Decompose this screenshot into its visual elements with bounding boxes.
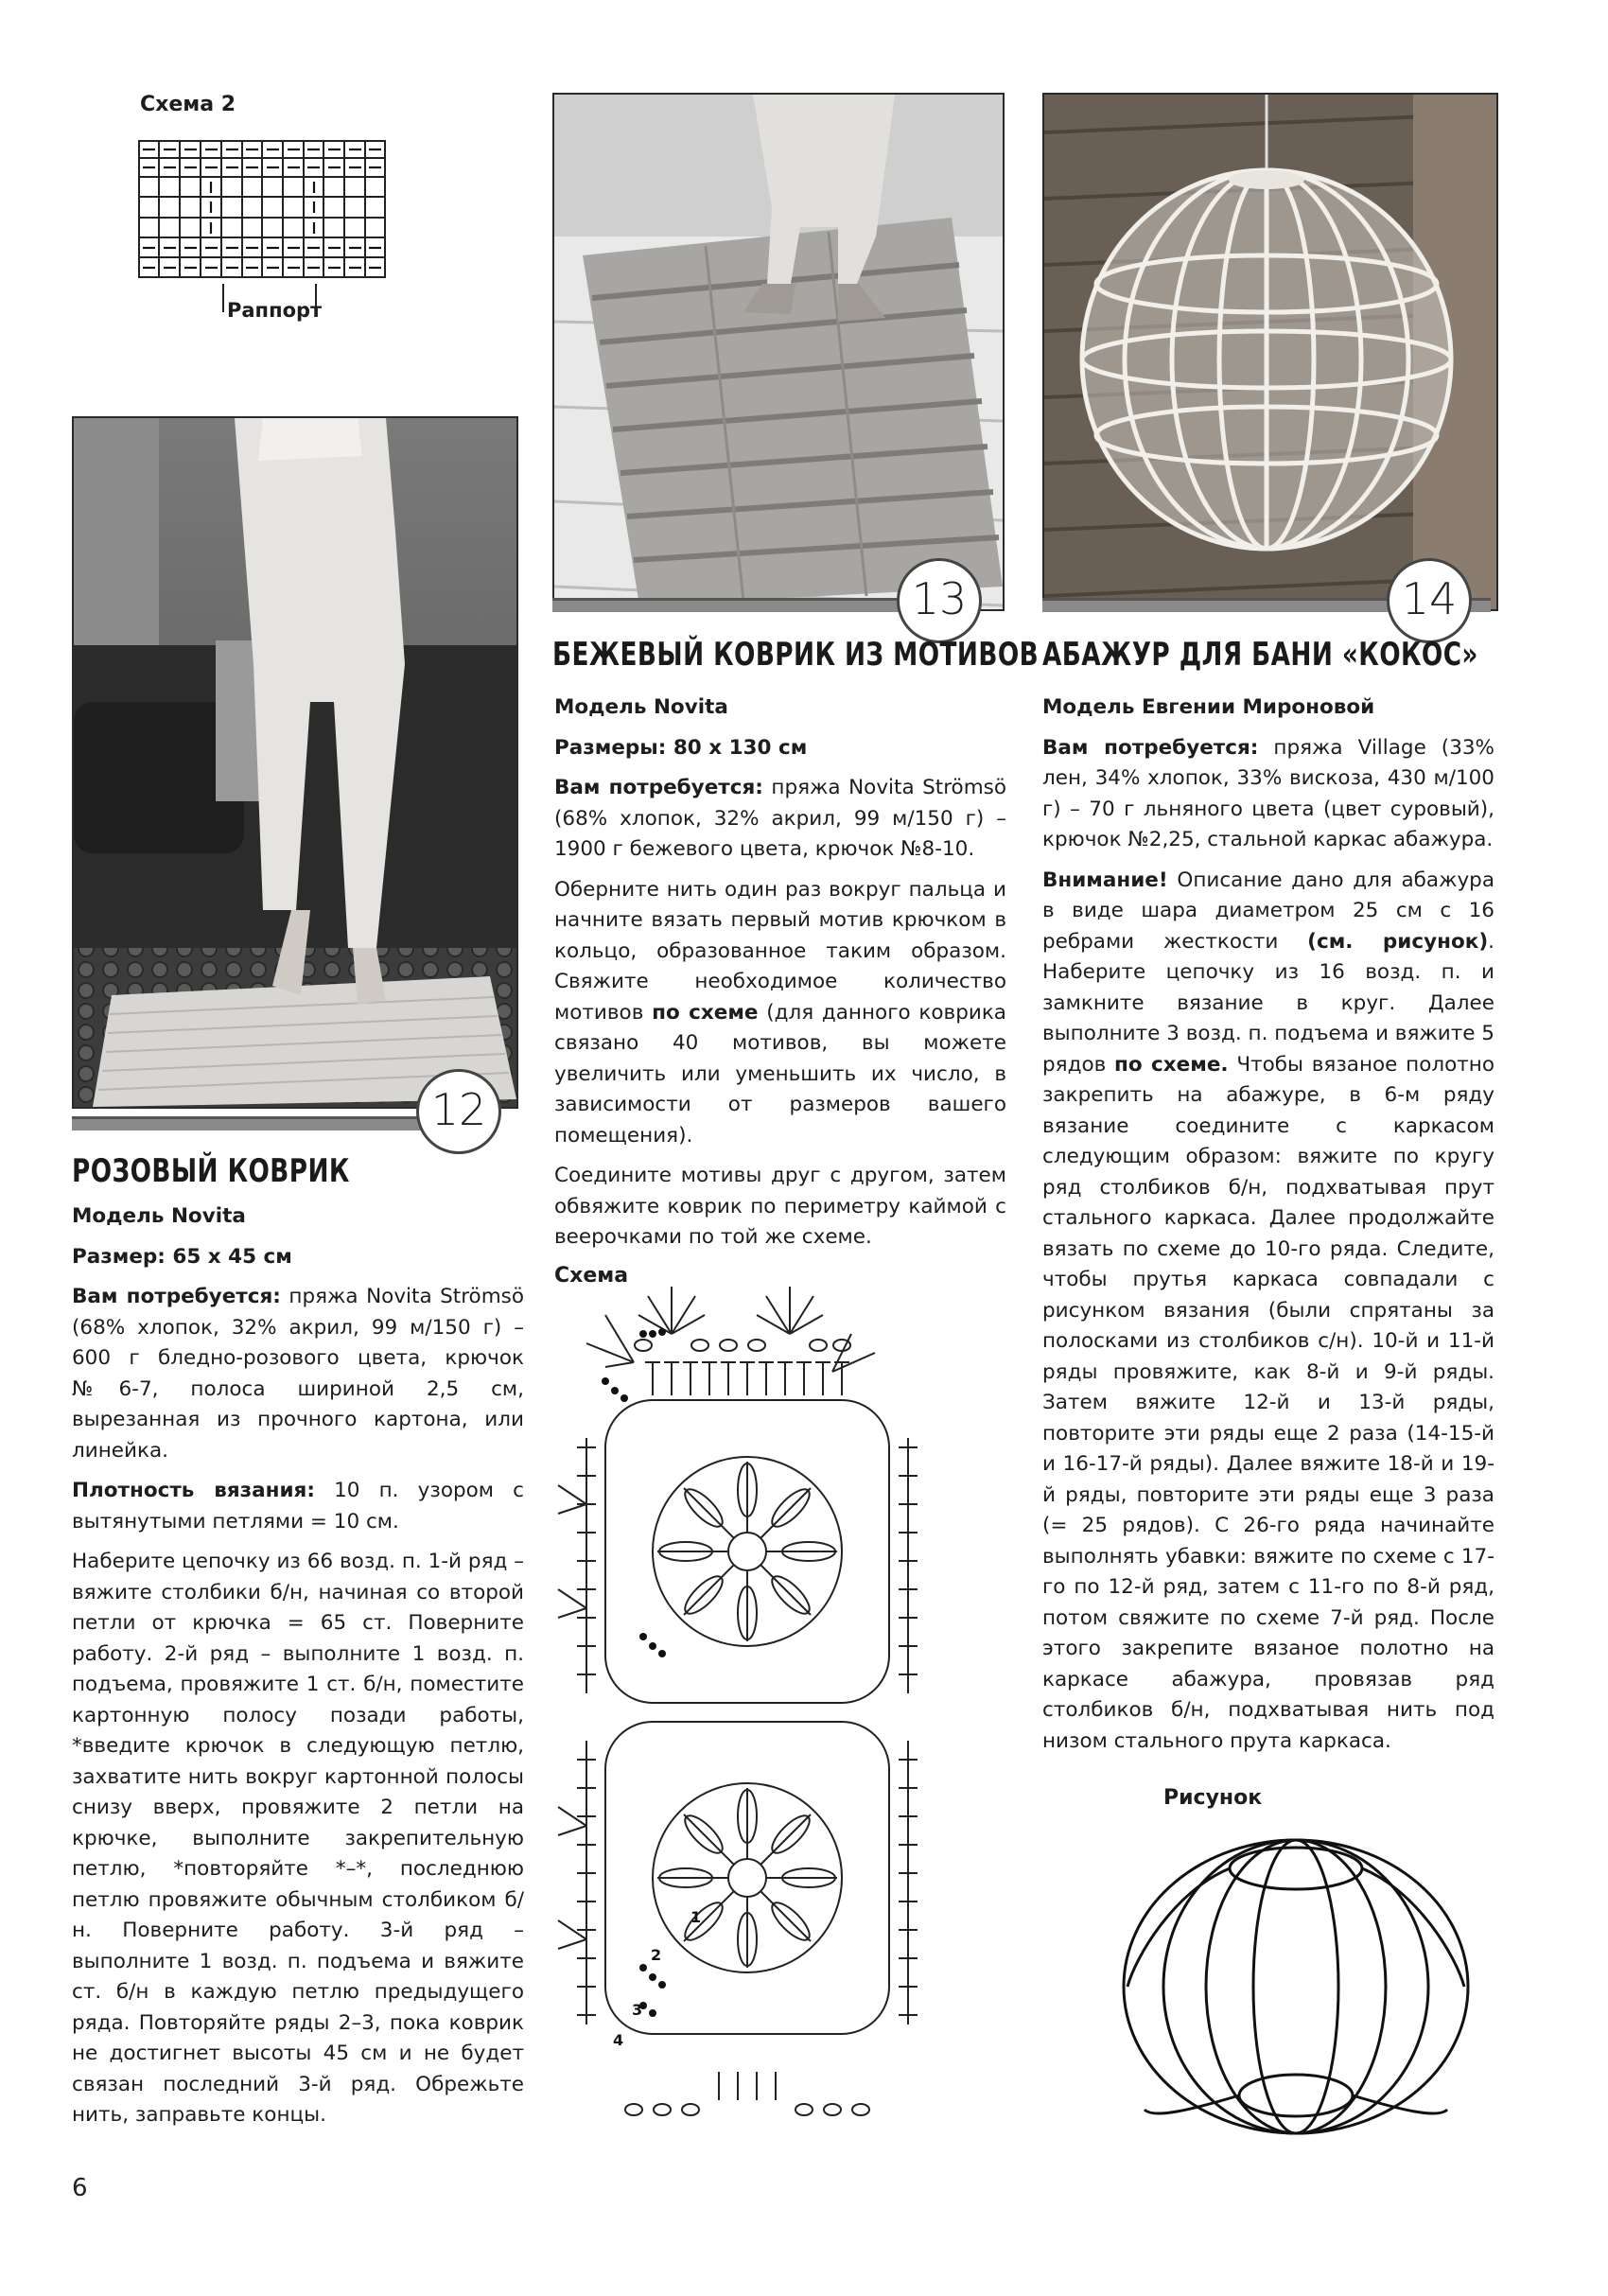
model-14: Модель Евгении Мироновой (1042, 695, 1375, 719)
model-13: Модель Novita (554, 695, 728, 719)
diagram-number-1: 1 (690, 1908, 702, 1926)
badge-14: 14 (1387, 558, 1472, 643)
para1-13: Оберните нить один раз вокруг пальца и начните вязать первый мотив крючком в кольцо, образованное таким образом. Свяжите необходимое количество мотивов по схеме (для данного коврика связано 40 мотивов, вы можете увеличить или уменьшить их число, в зависимости от размеров вашего помещения). (554, 877, 1006, 1148)
lampshade-frame-drawing (1116, 1826, 1476, 2147)
badge-12: 12 (416, 1069, 501, 1154)
section-band-12 (72, 1116, 469, 1130)
rapport-label: Раппорт (227, 299, 323, 322)
page-number: 6 (72, 2174, 88, 2202)
text-14 (1042, 692, 1494, 1766)
schema-label-13: Схема (554, 1264, 629, 1288)
section-band-13 (552, 598, 940, 612)
title-13: БЕЖЕВЫЙ КОВРИК ИЗ МОТИВОВ (552, 636, 1040, 674)
photo-lampshade (1042, 93, 1498, 611)
needs-14: Вам потребуется: пряжа Village (33% лен, 34% хлопок, 33% вискоза, 430 м/100 г) – 70 г льняного цвета (цвет суровый), крючок №2,25, стальной каркас абажура. (1042, 735, 1494, 851)
diagram-number-4: 4 (613, 2031, 624, 2049)
instructions-12: Наберите цепочку из 66 возд. п. 1-й ряд – вяжите столбики б/н, начиная со второй петли от крючка = 65 ст. Поверните работу. 2-й ряд – выполните 1 возд. п. подъема, провяжите 1 ст. б/н, поместите картонную полосу позади работы, *введите крючок в следующую петлю, захватите нить вокруг картонной полосы снизу вверх, провяжите 2 петли на крючке, выполните закрепительную петлю, *повторяйте *–*, последнюю петлю провяжите обычным столбиком б/н. Поверните работу. 3-й ряд – выполните 1 возд. п. подъема и вяжите ст. б/н в каждую петлю предыдущего ряда. Повторяйте ряды 2–3, пока коврик не достигнет высоты 45 см и не будет связан последний 3-й ряд. Обрежьте нить, заправьте концы. (72, 1550, 524, 2127)
crochet-motif-diagram (549, 1277, 993, 2129)
photo-pink-rug (72, 416, 518, 1109)
attention-14: Внимание! Описание дано для абажура в виде шара диаметром 25 см с 16 ребрами жесткости (см. рисунок). Наберите цепочку из 16 возд. п. и замкните вязание в круг. Далее выполните 3 возд. п. подъема и вяжите 5 рядов по схеме. Чтобы вязаное полотно закрепить на абажуре, в 6-м ряду вязание соедините с каркасом следующим образом: вяжите по кругу ряд столбиков б/н, подхватывая прут стального каркаса. Далее продолжайте вязать по схеме до 10-го ряда. Следите, чтобы прутья каркаса совпадали с рисунком вязания (были спрятаны за полосками из столбиков с/н). 10-й и 11-й ряды провяжите, как 8-й и 9-й ряды. Затем вяжите 12-й и 13-й ряды, повторите эти ряды еще 2 раза (14-15-й и 16-17-й ряды). Далее вяжите 18-й и 19-й ряды, повторите эти ряды еще 3 раза (= 25 рядов). С 26-го ряда начинайте выполнять убавки: вяжите по схеме с 17-го по 12-й ряд, затем с 11-го по 8-й ряд, потом свяжите по схеме 7-й ряд. После этого закрепите вязаное полотно на каркасе абажура, провязав ряд столбиков б/н, подхватывая нить под низом стального прута каркаса. (1042, 868, 1494, 1753)
model-12: Модель Novita (72, 1204, 246, 1228)
photo-beige-rug (552, 93, 1005, 611)
density-12: Плотность вязания: 10 п. узором с вытянутыми петлями = 10 см. (72, 1479, 524, 1534)
schema2-label: Схема 2 (140, 93, 236, 116)
title-12: РОЗОВЫЙ КОВРИК (72, 1152, 350, 1190)
needs-13: Вам потребуется: пряжа Novita Strömsö (68% хлопок, 32% акрил, 99 м/150 г) – 1900 г бежевого цвета, крючок №8-10. (554, 776, 1007, 861)
schema2-grid (138, 140, 386, 278)
figure-label-14: Рисунок (1163, 1786, 1263, 1810)
text-12 (72, 1201, 524, 2141)
badge-13: 13 (897, 558, 982, 643)
diagram-number-2: 2 (651, 1946, 662, 1964)
diagram-number-3: 3 (632, 2001, 643, 2019)
title-14: АБАЖУР ДЛЯ БАНИ «КОКОС» (1042, 636, 1478, 674)
text-13 (554, 692, 1006, 1263)
size-12: Размер: 65 х 45 см (72, 1244, 292, 1269)
size-13: Размеры: 80 х 130 см (554, 735, 808, 760)
para2-13: Соедините мотивы друг с другом, затем обвяжите коврик по периметру каймой с веерочками по той же схеме. (554, 1164, 1006, 1249)
needs-12: Вам потребуется: пряжа Novita Strömsö (68% хлопок, 32% акрил, 99 м/150 г) – 600 г бледно-розового цвета, крючок №6-7, полоса шириной 2,5 см, вырезанная из прочного картона, или линейка. (72, 1285, 525, 1463)
